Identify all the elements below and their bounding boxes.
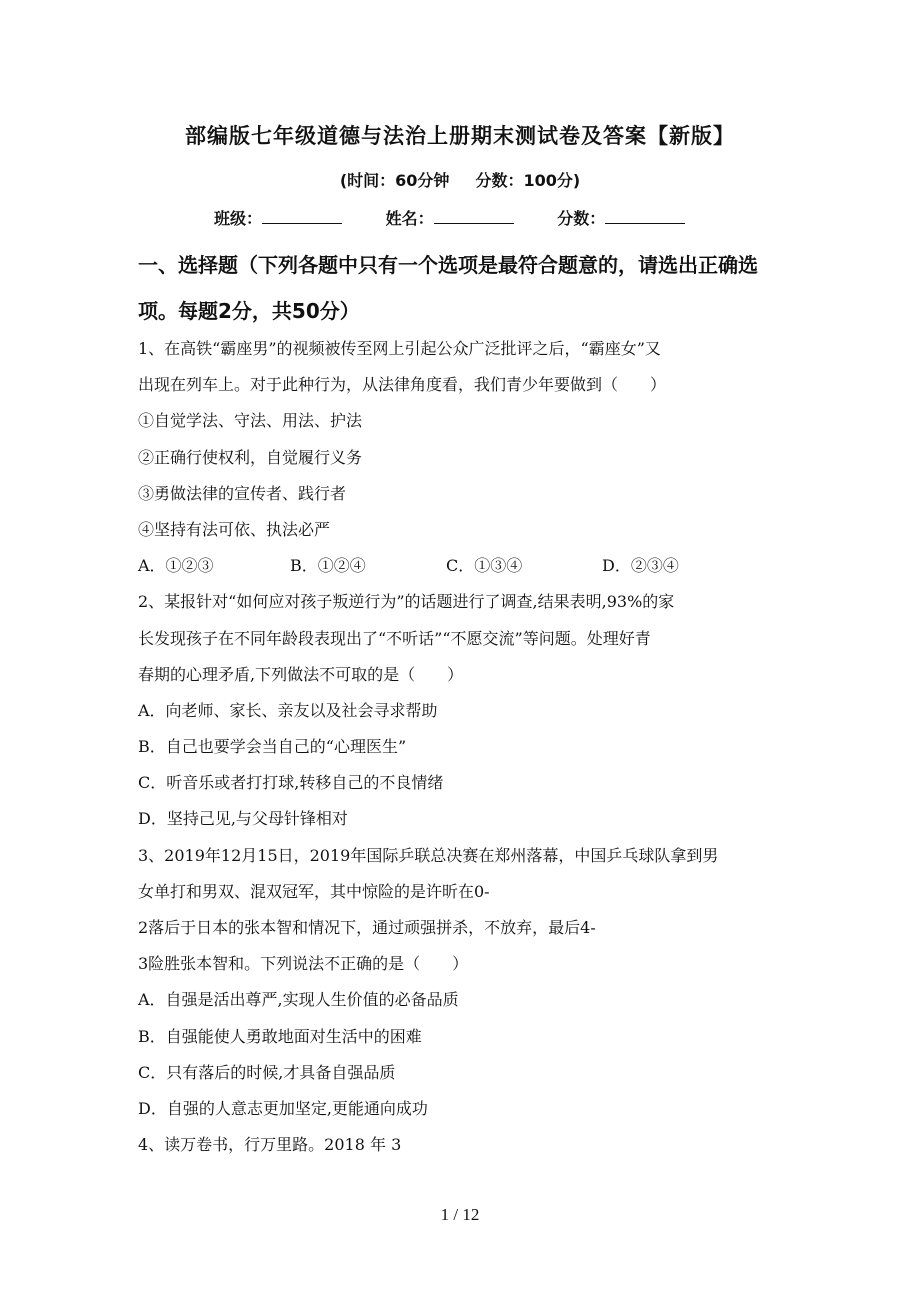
q2-stem-line-3: 春期的心理矛盾,下列做法不可取的是（ ） [138,664,464,684]
score-blank[interactable] [605,209,685,224]
q2-option-c: C．听音乐或者打打球,转移自己的不良情绪 [138,773,444,793]
q3-stem-line-1: 3、2019年12月15日，2019年国际乒联总决赛在郑州落幕，中国乒乓球队拿到男 [138,845,719,865]
q1-statement-1: ①自觉学法、守法、用法、护法 [138,411,363,431]
q1-stem-line-1: 1、在高铁“霸座男”的视频被传至网上引起公众广泛批评之后，“霸座女”又 [138,339,661,358]
q2-option-d: D．坚持己见,与父母针锋相对 [138,809,348,829]
q1-options [138,548,788,584]
time-limit: (时间：60分钟 [339,171,450,190]
page-number: 1 / 12 [440,1205,480,1224]
exam-meta [0,168,920,191]
q1-option-b: B．①②④ [290,556,366,576]
section-heading: 一、选择题（下列各题中只有一个选项是最符合题意的，请选出正确选项。每题2分，共50分） [138,253,758,323]
q3-option-d: D．自强的人意志更加坚定,更能通向成功 [138,1098,428,1118]
q3-option-c: C．只有落后的时候,才具备自强品质 [138,1062,396,1082]
q1-option-c: C．①③④ [446,556,523,576]
name-blank[interactable] [434,209,514,224]
q1-option-a: A．①②③ [138,556,214,576]
student-info-row [214,206,723,229]
q3-stem-line-2: 女单打和男双、混双冠军，其中惊险的是许昕在0- [138,881,490,901]
class-label: 班级： [214,209,263,228]
q4-stem-line-1: 4、读万卷书，行万里路。2018 年 3 [138,1135,402,1155]
score-field [557,206,685,229]
q2-option-a: A．向老师、家长、亲友以及社会寻求帮助 [138,700,438,720]
q3-stem-line-4: 3险胜张本智和。下列说法不正确的是（ ） [138,954,469,974]
name-label: 姓名： [385,209,434,228]
q1-stem-line-2: 出现在列车上。对于此种行为，从法律角度看，我们青少年要做到（ ） [138,375,667,395]
class-blank[interactable] [262,209,342,224]
q1-statement-2: ②正确行使权利，自觉履行义务 [138,447,363,467]
q3-option-a: A．自强是活出尊严,实现人生价值的必备品质 [138,990,459,1010]
question-list [138,331,788,1163]
q1-statement-3: ③勇做法律的宣传者、践行者 [138,483,347,503]
q2-stem-line-2: 长发现孩子在不同年龄段表现出了“不听话”“不愿交流”等问题。处理好青 [138,628,651,648]
score-label: 分数： [557,209,606,228]
name-field [386,206,514,229]
total-score: 分数：100分) [475,171,581,190]
page-title: 部编版七年级道德与法治上册期末测试卷及答案【新版】 [185,124,735,148]
q1-option-d: D．②③④ [602,556,679,576]
q3-stem-line-3: 2落后于日本的张本智和情况下，通过顽强拼杀，不放弃，最后4- [138,918,596,937]
q1-statement-4: ④坚持有法可依、执法必严 [138,519,331,539]
class-field [214,206,342,229]
q2-option-b: B．自己也要学会当自己的“心理医生” [138,737,407,757]
q3-option-b: B．自强能使人勇敢地面对生活中的困难 [138,1026,422,1046]
q2-stem-line-1: 2、某报针对“如何应对孩子叛逆行为”的话题进行了调查,结果表明,93%的家 [138,592,675,612]
